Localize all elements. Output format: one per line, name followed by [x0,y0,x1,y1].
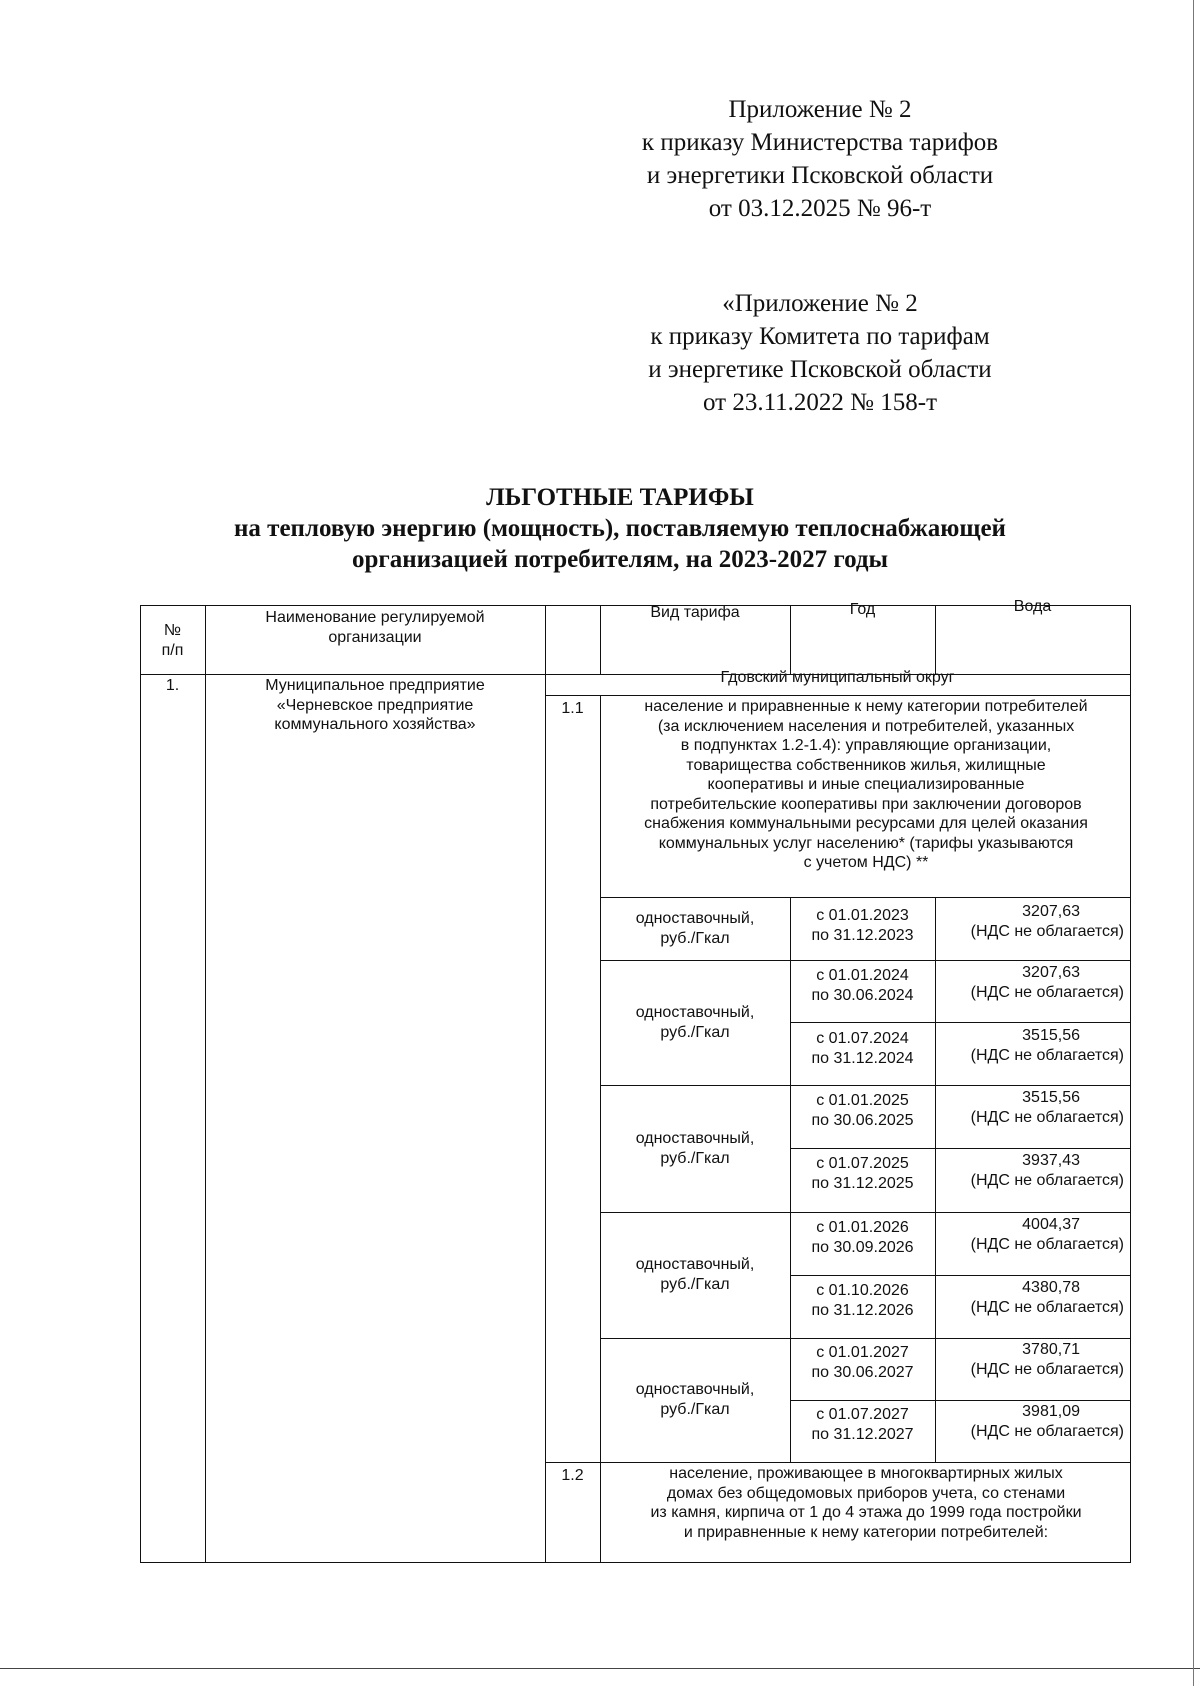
item-1-1-line: потребительские кооперативы при заключении договоров [650,795,1082,813]
annex-previous-line1: «Приложение № 2 [722,290,918,317]
item-1-1-line: снабжения коммунальными ресурсами для целей оказания [644,815,1088,832]
annex-previous-line2: к приказу Комитета по тарифам [650,323,990,350]
tariff-value: 4380,78 [1022,1279,1080,1296]
tariff-type-line1: одноставочный, [635,1381,755,1398]
value-cell [935,1151,1130,1190]
period-to: по 31.12.2024 [811,1049,914,1067]
header-year: Год [849,601,876,618]
col-num-border [205,605,206,1563]
period-from: с 01.01.2025 [816,1092,909,1109]
tariff-value: 3207,63 [1022,964,1080,981]
header-number-line1: № [163,622,182,639]
annex-previous-line4: от 23.11.2022 № 158-т [702,389,938,416]
tariff-type-line1: одноставочный, [635,910,755,927]
period-to: по 31.12.2023 [811,926,914,944]
vat-note: (НДС не облагается) [970,1046,1124,1064]
organization-line1: Муниципальное предприятие [265,677,485,694]
item-1-2-line: население, проживающее в многоквартирных жилых [669,1465,1063,1482]
scan-edge-right [1193,0,1194,1686]
item-1-2-line: из камня, кирпича от 1 до 4 этажа до 1999 года постройки [650,1504,1082,1521]
period-to: по 30.09.2026 [811,1238,914,1256]
district-bottom-border [545,695,1130,696]
tariff-type-2026 [600,1255,790,1294]
value-cell [935,1215,1130,1254]
item-1-1-line: коммунальных услуг населению* (тарифы указываются [658,834,1074,852]
row-number: 1. [165,677,180,694]
period-from: с 01.01.2027 [816,1344,909,1361]
period-from: с 01.01.2026 [816,1219,909,1236]
tariff-type-line2: руб./Гкал [660,1149,730,1167]
annex-current-line4: от 03.12.2025 № 96-т [708,195,932,222]
period-cell [790,906,935,945]
value-cell [935,1026,1130,1065]
header-tariff-type: Вид тарифа [650,604,740,621]
title-line1: ЛЬГОТНЫЕ ТАРИФЫ [486,484,754,511]
vat-note: (НДС не облагается) [970,1360,1124,1378]
organization-line2: «Черневское предприятие [276,696,474,714]
organization-line3: коммунального хозяйства» [274,716,476,733]
item-1-2-description [602,1464,1130,1542]
tariff-value: 4004,37 [1022,1216,1080,1233]
period-from: с 01.10.2026 [816,1282,909,1299]
tariff-type-2027 [600,1380,790,1419]
vat-note: (НДС не облагается) [970,1298,1124,1316]
period-cell [790,1343,935,1382]
item-1-1-description [602,697,1130,873]
tariff-type-line2: руб./Гкал [660,1400,730,1418]
period-cell [790,1091,935,1130]
tariff-type-2025 [600,1129,790,1168]
annex-current-header [560,93,1080,225]
item-1-2-number: 1.2 [561,1467,584,1484]
value-cell [935,963,1130,1002]
tariff-value: 3937,43 [1022,1152,1080,1169]
period-to: по 30.06.2024 [811,986,914,1004]
period-cell [790,1218,935,1257]
item-1-1-line: население и приравненные к нему категории потребителей [644,698,1088,715]
value-cell [935,902,1130,941]
row-sep-2023 [600,960,1130,961]
tariff-type-line1: одноставочный, [635,1256,755,1273]
row-sep-2026a [790,1275,1130,1276]
annex-previous-header [560,287,1080,419]
tariff-type-line2: руб./Гкал [660,1275,730,1293]
row-sep-2024 [600,1085,1130,1086]
header-number [140,621,205,660]
table-left-border [140,605,141,1563]
value-cell [935,1088,1130,1127]
annex-previous-line3: и энергетике Псковской области [648,356,992,383]
item-1-1-line: кооперативы и иные специализированные [707,776,1025,793]
value-cell [935,1278,1130,1317]
period-cell [790,966,935,1005]
tariff-type-line1: одноставочный, [635,1130,755,1147]
vat-note: (НДС не облагается) [970,983,1124,1001]
title-line2: на тепловую энергию (мощность), поставляемую теплоснабжающей [234,515,1006,542]
value-cell [935,1402,1130,1441]
tariff-value: 3207,63 [1022,903,1080,920]
period-from: с 01.07.2025 [816,1155,909,1172]
period-from: с 01.01.2023 [816,907,909,924]
item-1-1-line: (за исключением населения и потребителей, указанных [657,717,1075,735]
annex-current-line3: и энергетики Псковской области [646,162,994,189]
period-cell [790,1405,935,1444]
tariff-value: 3515,56 [1022,1027,1080,1044]
period-to: по 31.12.2026 [811,1301,914,1319]
tariff-type-line2: руб./Гкал [660,1023,730,1041]
annex-current-line1: Приложение № 2 [728,96,912,123]
period-from: с 01.01.2024 [816,967,909,984]
item-1-2-line: и приравненные к нему категории потребителей: [683,1523,1049,1541]
item-1-1-number: 1.1 [561,700,584,717]
vat-note: (НДС не облагается) [970,1235,1124,1253]
period-cell [790,1281,935,1320]
period-to: по 30.06.2025 [811,1111,914,1129]
row-sep-2024a [790,1022,1130,1023]
period-to: по 30.06.2027 [811,1363,914,1381]
table-bottom-border [140,1562,1130,1563]
rows-bottom-border [545,1462,1130,1463]
vat-note: (НДС не облагается) [970,1171,1124,1189]
district-name: Гдовский муниципальный округ [720,669,955,686]
period-cell [790,1154,935,1193]
table-right-border [1130,605,1131,1563]
col-org-border [545,605,546,1563]
organization-name [205,676,545,735]
vat-note: (НДС не облагается) [970,1108,1124,1126]
tariff-value: 3515,56 [1022,1089,1080,1106]
vat-note: (НДС не облагается) [970,922,1124,940]
title-line3: организацией потребителям, на 2023-2027 годы [351,546,889,573]
tariff-type-2023 [600,909,790,948]
item-1-1-line: в подпунктах 1.2-1.4): управляющие организации, [680,737,1052,754]
item-1-1-bottom-border [600,897,1130,898]
row-sep-2027a [790,1400,1130,1401]
vat-note: (НДС не облагается) [970,1422,1124,1440]
header-org-line2: организации [328,628,422,646]
tariff-type-2024 [600,1003,790,1042]
scan-edge-bottom [0,1668,1200,1669]
header-org-line1: Наименование регулируемой [265,609,485,626]
period-from: с 01.07.2024 [816,1030,909,1047]
period-cell [790,1029,935,1068]
value-cell [935,1340,1130,1379]
item-1-1-line: товарищества собственников жилья, жилищные [686,756,1046,774]
row-sep-2025 [600,1212,1130,1213]
period-to: по 31.12.2027 [811,1425,914,1443]
header-water: Вода [1013,598,1052,615]
annex-current-line2: к приказу Министерства тарифов [641,129,999,156]
tariff-type-line2: руб./Гкал [660,929,730,947]
tariff-type-line1: одноставочный, [635,1004,755,1021]
header-organization [205,608,545,647]
tariff-value: 3780,71 [1022,1341,1080,1358]
period-from: с 01.07.2027 [816,1406,909,1423]
item-1-1-line: с учетом НДС) ** [803,854,929,871]
row-sep-2025a [790,1148,1130,1149]
document-title [160,482,1080,575]
tariff-value: 3981,09 [1022,1403,1080,1420]
item-1-2-line: домах без общедомовых приборов учета, со стенами [666,1484,1066,1502]
header-number-line2: п/п [161,641,184,659]
period-to: по 31.12.2025 [811,1174,914,1192]
row-sep-2026 [600,1338,1130,1339]
